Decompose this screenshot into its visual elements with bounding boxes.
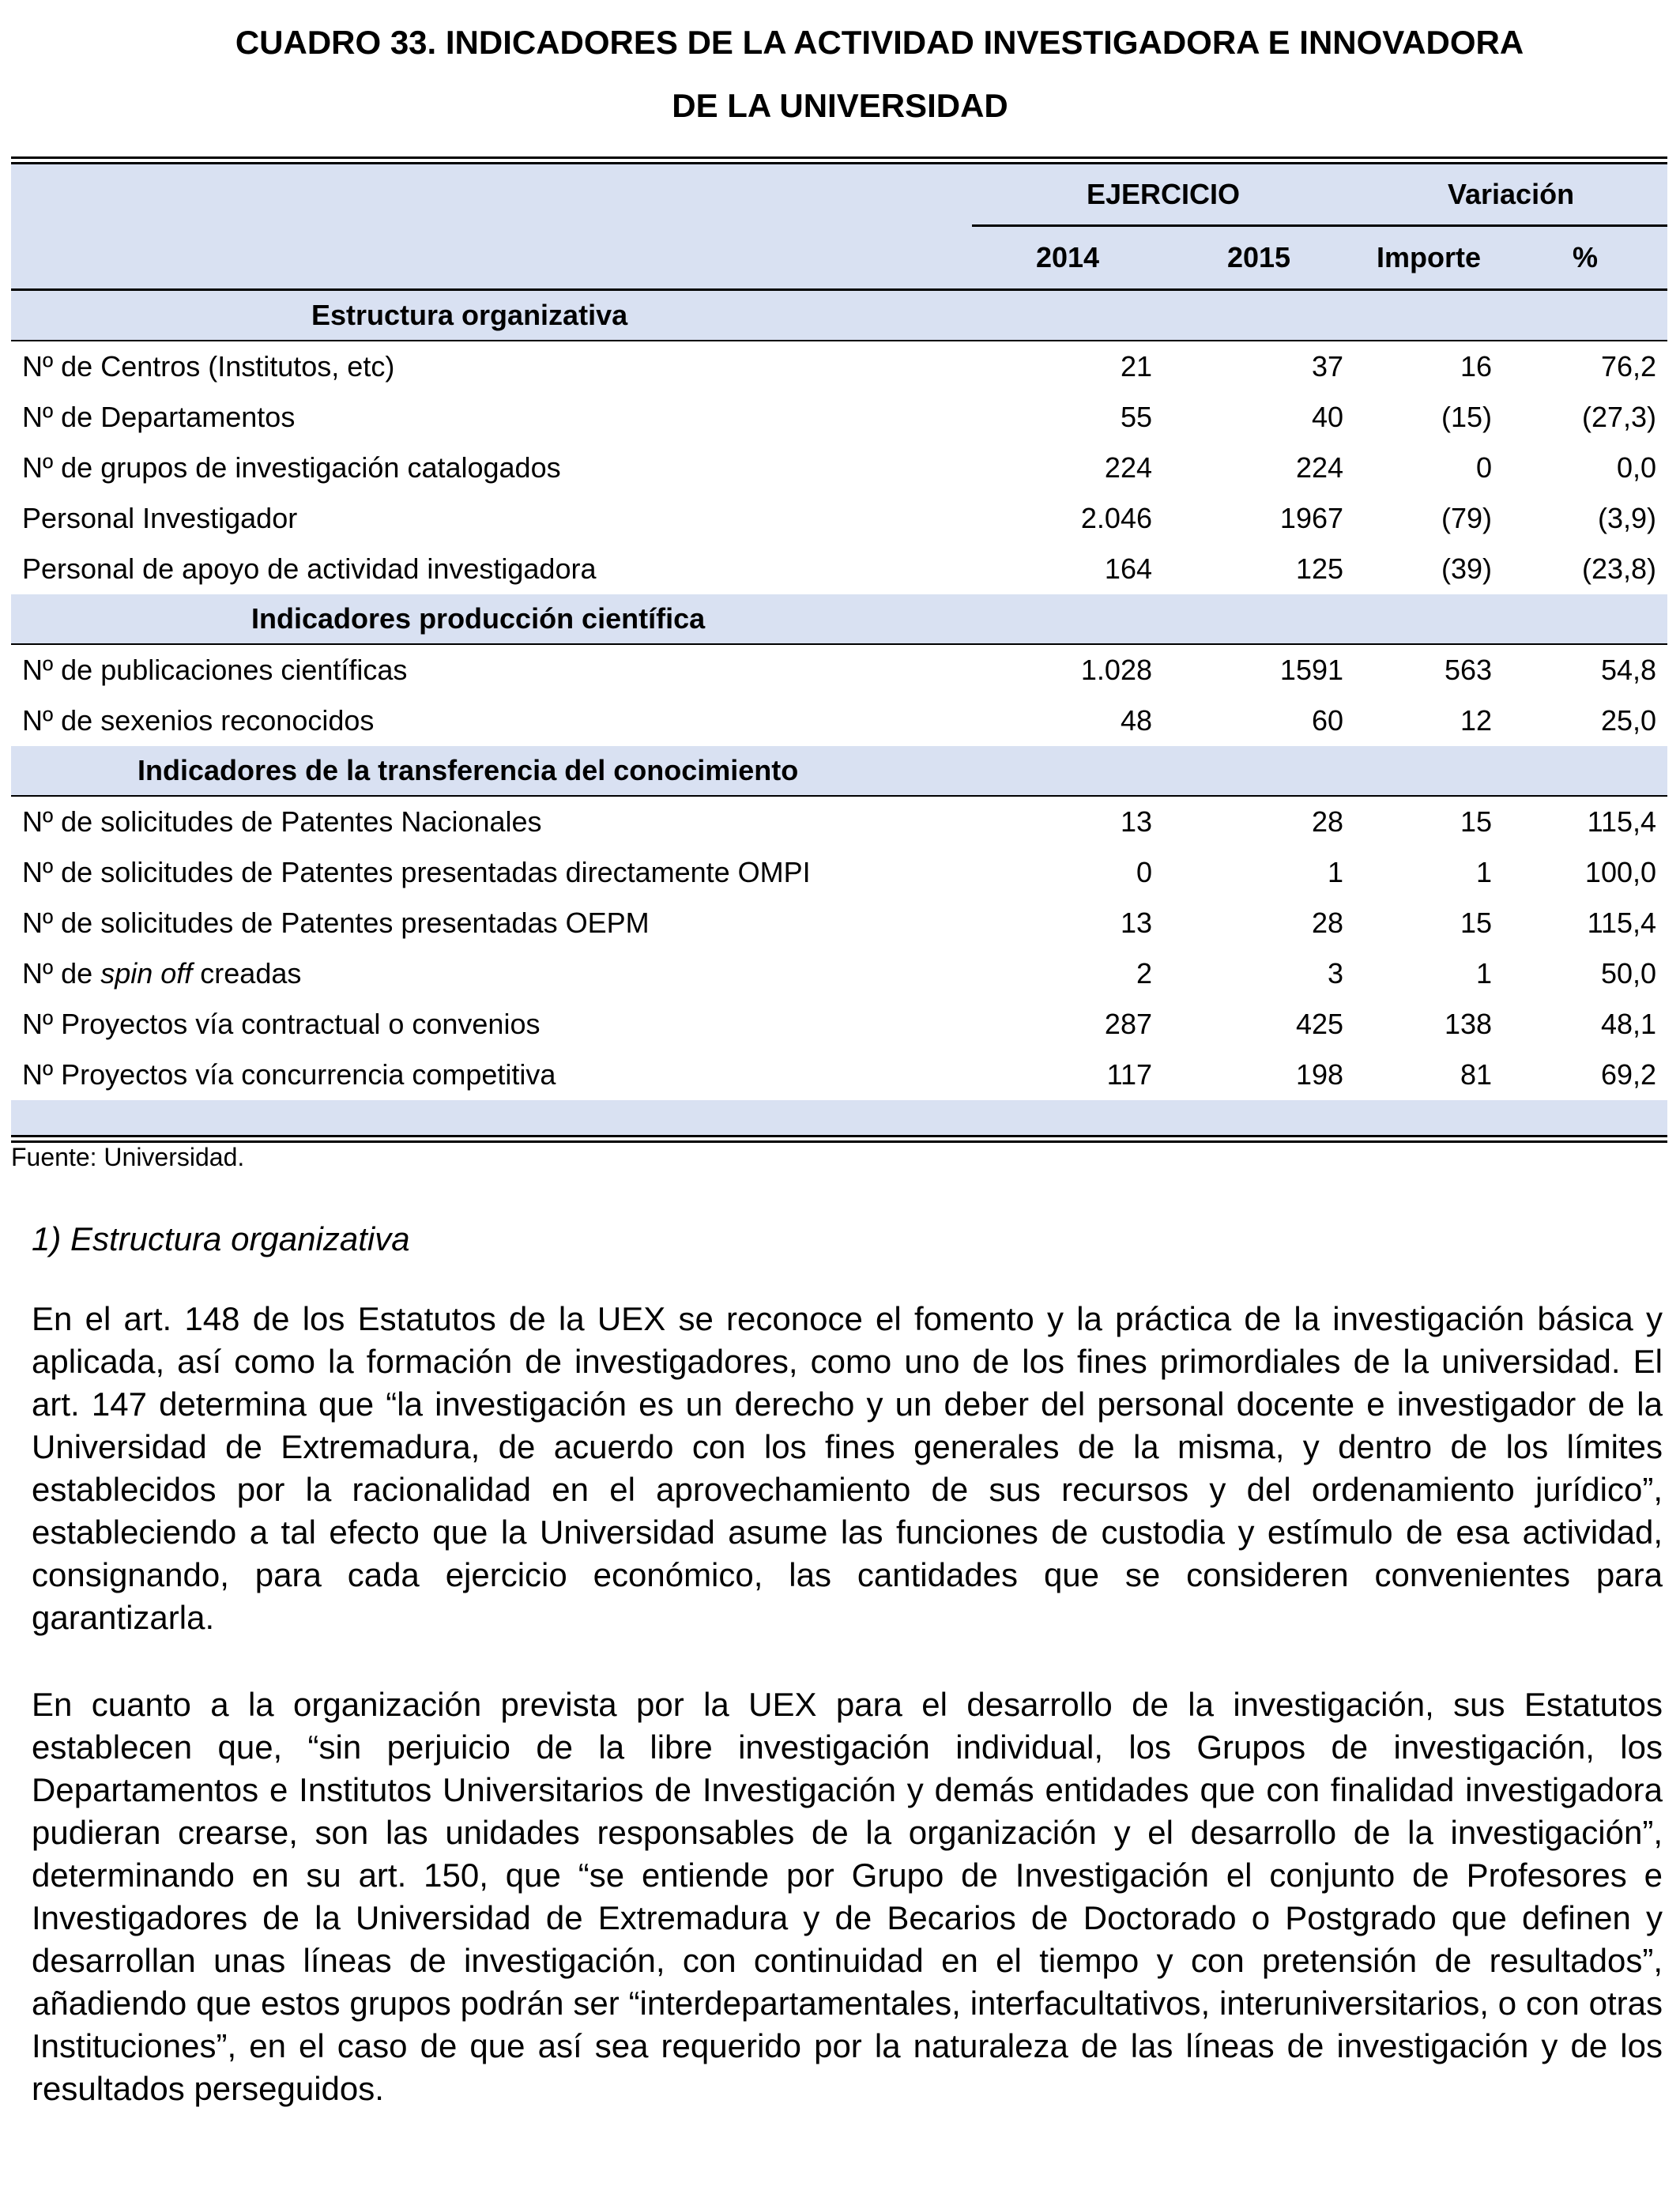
cell-2014: 0: [1136, 856, 1152, 888]
section-title: Indicadores de la transferencia del conocimiento: [11, 746, 1667, 796]
cell-2014: 2.046: [1080, 502, 1152, 534]
cell-2014: 13: [1120, 907, 1152, 939]
cell-pct: 115,4: [1587, 907, 1657, 939]
table-row: [11, 948, 1667, 999]
cell-pct: 54,8: [1600, 654, 1657, 686]
cell-2015: 125: [1295, 552, 1344, 585]
table-row: [11, 341, 1667, 392]
cell-pct: (27,3): [1581, 401, 1657, 433]
cell-2015: 425: [1295, 1008, 1344, 1040]
cell-importe: 15: [1460, 907, 1493, 939]
cell-2014: 55: [1120, 401, 1152, 433]
header-pct: %: [1503, 226, 1667, 290]
cell-2014: 117: [1106, 1058, 1152, 1091]
cell-importe: 1: [1475, 957, 1493, 990]
cell-importe: 1: [1475, 856, 1493, 888]
cell-importe: (39): [1441, 552, 1493, 585]
cell-importe: 16: [1460, 350, 1493, 383]
header-importe: Importe: [1354, 226, 1503, 290]
cell-2015: 3: [1327, 957, 1344, 990]
cell-2014: 13: [1120, 805, 1152, 838]
row-label: [11, 948, 972, 999]
header-empty: [11, 164, 972, 226]
cell-pct: 100,0: [1584, 856, 1657, 888]
footer-band-cell: [11, 1100, 1667, 1135]
table-row: [11, 443, 1667, 493]
table-bottom-rule: [11, 1135, 1667, 1143]
section-title: Indicadores producción científica: [11, 594, 1667, 644]
row-label: Nº de solicitudes de Patentes presentadas OEPM: [22, 907, 650, 939]
table-title-line-1: CUADRO 33. INDICADORES DE LA ACTIVIDAD INVESTIGADORA E INNOVADORA: [235, 24, 1524, 61]
row-label: Nº Proyectos vía concurrencia competitiva: [22, 1058, 556, 1091]
row-label: Nº de Centros (Institutos, etc): [22, 350, 395, 383]
cell-2014: 48: [1120, 704, 1152, 737]
cell-2015: 28: [1311, 805, 1344, 838]
header-2015: 2015: [1163, 226, 1354, 290]
cell-pct: (23,8): [1581, 552, 1657, 585]
row-label: Nº de publicaciones científicas: [22, 654, 408, 686]
table-title-line-2: DE LA UNIVERSIDAD: [672, 87, 1008, 124]
row-label: Personal Investigador: [22, 502, 298, 534]
cell-2015: 60: [1311, 704, 1344, 737]
header-variacion: Variación: [1354, 164, 1667, 226]
table-footer-band: [11, 1100, 1667, 1135]
row-label-part: creadas: [192, 957, 302, 990]
cell-2015: 1591: [1279, 654, 1344, 686]
section-title: Estructura organizativa: [11, 290, 1667, 341]
cell-importe: (79): [1441, 502, 1493, 534]
table-row: [11, 796, 1667, 847]
header-row-groups: [11, 164, 1667, 226]
cell-2014: 287: [1104, 1008, 1152, 1040]
cell-importe: 81: [1460, 1058, 1493, 1091]
indicators-table: [11, 156, 1667, 1143]
cell-importe: 15: [1460, 805, 1493, 838]
table-row: [11, 644, 1667, 696]
cell-pct: 48,1: [1600, 1008, 1657, 1040]
table-row: [11, 898, 1667, 948]
paragraph-1: En el art. 148 de los Estatutos de la UEX se reconoce el fomento y la práctica de la investigación básica y aplicada, así como la formación de investigadores, como uno de los fines primordiales de la universidad. El art. 147 determina que “la investigación es un derecho y un deber del personal docente e investigador de la Universidad de Extremadura, de acuerdo con los fines generales de la misma, y dentro de los límites establecidos por la racionalidad en el aprovechamiento de sus recursos y del ordenamiento jurídico”, estableciendo a tal efecto que la Universidad asume las funciones de custodia y estímulo de esa actividad, consignando, para cada ejercicio económico, las cantidades que se consideren convenientes para garantizarla.: [32, 1300, 1663, 1636]
row-label: Nº de solicitudes de Patentes Nacionales: [22, 805, 542, 838]
section-row: [11, 746, 1667, 796]
source-note: Fuente: Universidad.: [11, 1143, 245, 1171]
cell-importe: (15): [1441, 401, 1493, 433]
row-label: Personal de apoyo de actividad investigadora: [22, 552, 597, 585]
cell-importe: 0: [1475, 451, 1493, 484]
cell-2014: 2: [1136, 957, 1152, 990]
row-label: Nº de sexenios reconocidos: [22, 704, 375, 737]
row-label-part: spin off: [100, 957, 193, 990]
cell-2015: 1967: [1279, 502, 1344, 534]
table-row: [11, 392, 1667, 443]
table-row: [11, 1050, 1667, 1100]
section-subheading: 1) Estructura organizativa: [32, 1220, 410, 1257]
row-label: Nº Proyectos vía contractual o convenios: [22, 1008, 541, 1040]
table-row: [11, 999, 1667, 1050]
table-row: [11, 493, 1667, 544]
cell-pct: 69,2: [1600, 1058, 1657, 1091]
cell-2015: 198: [1295, 1058, 1344, 1091]
header-row-columns: [11, 226, 1667, 290]
table-row: [11, 544, 1667, 594]
table-row: [11, 696, 1667, 746]
cell-pct: 76,2: [1600, 350, 1657, 383]
section-row: [11, 594, 1667, 644]
cell-pct: 50,0: [1600, 957, 1657, 990]
cell-pct: 25,0: [1600, 704, 1657, 737]
cell-2014: 164: [1104, 552, 1152, 585]
cell-2015: 1: [1327, 856, 1344, 888]
section-row: [11, 290, 1667, 341]
cell-2015: 40: [1311, 401, 1344, 433]
cell-importe: 563: [1444, 654, 1493, 686]
cell-2014: 21: [1120, 350, 1152, 383]
cell-2014: 1.028: [1080, 654, 1152, 686]
header-ejercicio: EJERCICIO: [972, 164, 1354, 226]
row-label: Nº de solicitudes de Patentes presentadas directamente OMPI: [22, 856, 811, 888]
row-label-part: Nº de: [22, 957, 101, 990]
indicators-grid: [11, 164, 1667, 1135]
header-2014: 2014: [972, 226, 1163, 290]
header-empty-2: [11, 226, 972, 290]
cell-2015: 28: [1311, 907, 1344, 939]
cell-2014: 224: [1104, 451, 1152, 484]
cell-importe: 12: [1460, 704, 1493, 737]
cell-pct: 115,4: [1587, 805, 1657, 838]
paragraph-2: En cuanto a la organización prevista por la UEX para el desarrollo de la investigación, sus Estatutos establecen que, “sin perjuicio de la libre investigación individual, los Grupos de investigación, los Departamentos e Institutos Universitarios de Investigación y demás entidades que con finalidad investigadora pudieran crearse, son las unidades responsables de la organización y el desarrollo de la investigación”, determinando en su art. 150, que “se entiende por Grupo de Investigación el conjunto de Profesores e Investigadores de la Universidad de Extremadura y de Becarios de Doctorado o Postgrado que definen y desarrollan unas líneas de investigación, con continuidad en el tiempo y con pretensión de resultados”, añadiendo que estos grupos podrán ser “interdepartamentales, interfacultativos, interuniversitarios, o con otras Instituciones”, en el caso de que así sea requerido por la naturaleza de las líneas de investigación y de los resultados perseguidos.: [32, 1686, 1663, 2107]
row-label: Nº de Departamentos: [22, 401, 296, 433]
table-row: [11, 847, 1667, 898]
cell-2015: 37: [1311, 350, 1344, 383]
table-top-rule: [11, 156, 1667, 164]
cell-pct: (3,9): [1597, 502, 1657, 534]
cell-importe: 138: [1444, 1008, 1493, 1040]
row-label: Nº de grupos de investigación catalogados: [22, 451, 561, 484]
cell-2015: 224: [1295, 451, 1344, 484]
cell-pct: 0,0: [1616, 451, 1657, 484]
